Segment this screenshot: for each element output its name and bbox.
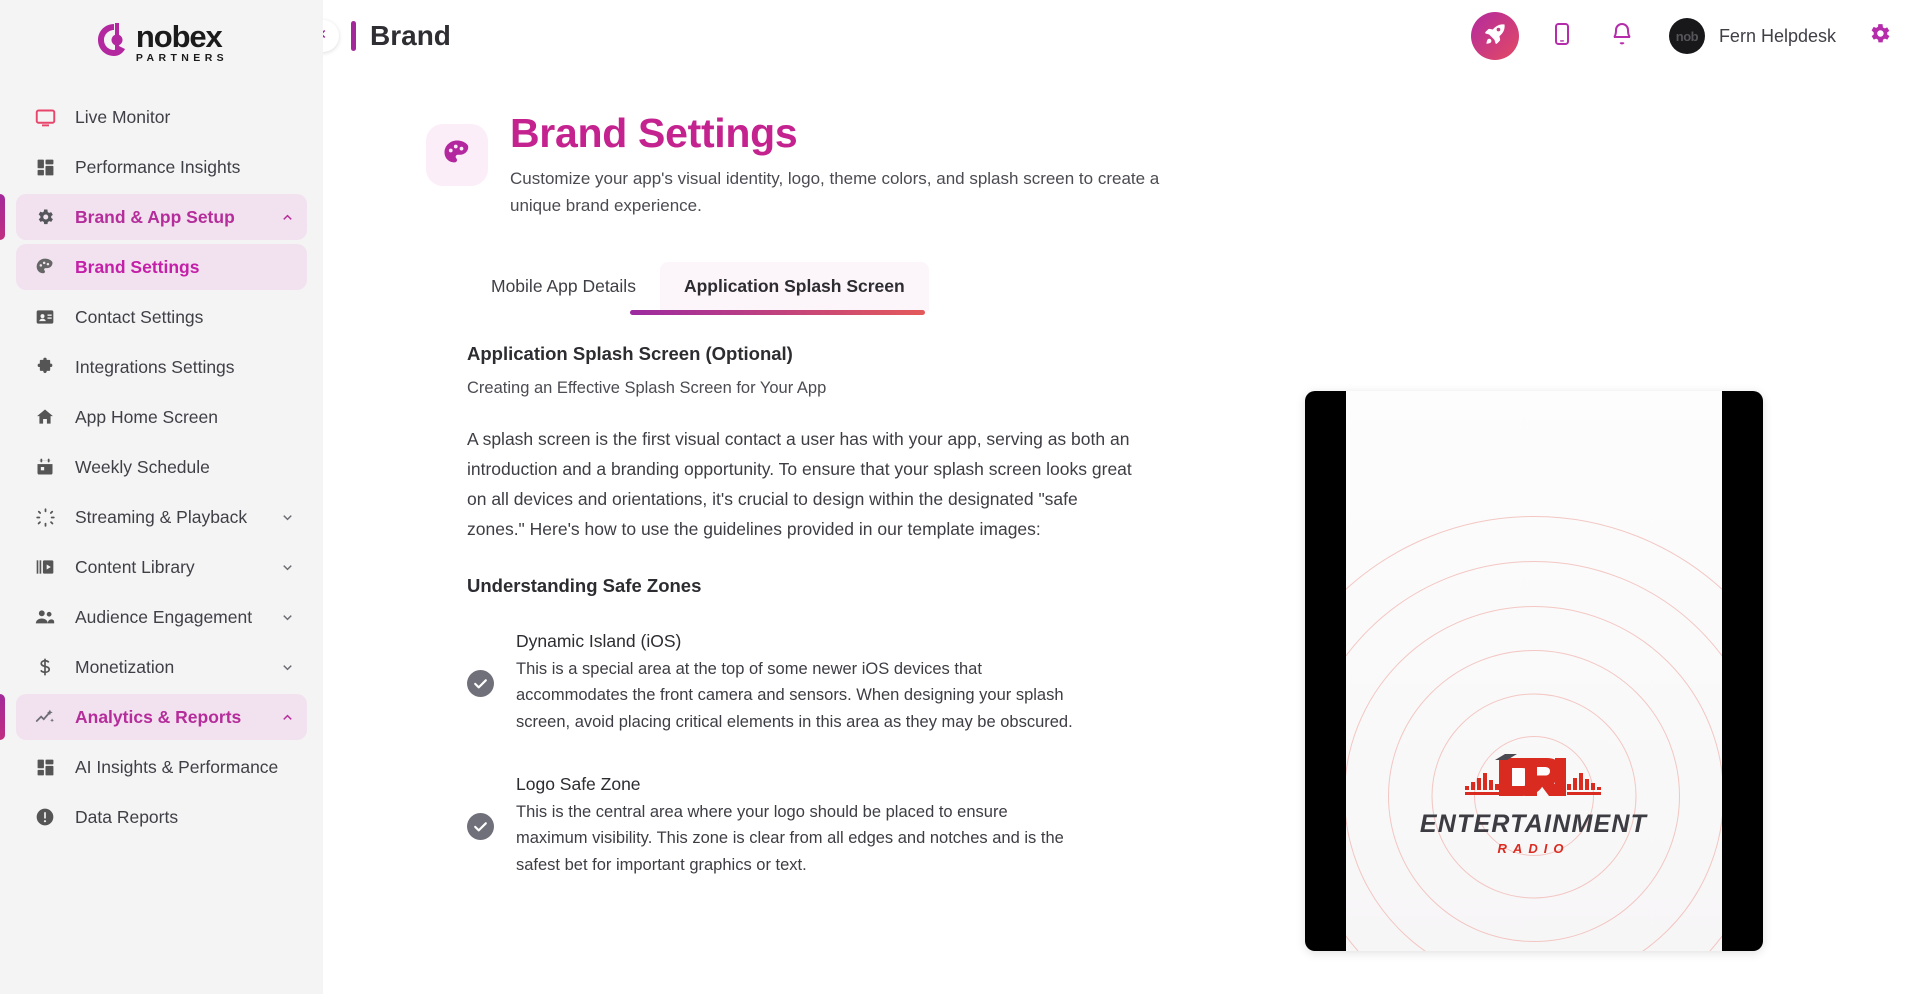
sidebar-label: Performance Insights (75, 156, 241, 177)
list-item (467, 631, 1147, 736)
avatar-text: nob (1675, 28, 1699, 44)
chevron-down-icon[interactable] (280, 510, 295, 525)
sidebar-item-audience-engagement[interactable] (16, 594, 307, 640)
notifications-button[interactable] (1605, 19, 1639, 53)
content-inner (323, 110, 1920, 951)
title-accent-bar (351, 21, 356, 51)
tab-mobile-app-details[interactable]: Mobile App Details (491, 275, 636, 296)
hero-text (510, 110, 1160, 220)
gear-icon (31, 205, 59, 229)
media-library-icon (31, 555, 59, 579)
sidebar-label: Content Library (75, 556, 195, 577)
section-subheading: Creating an Effective Splash Screen for Your App (467, 378, 827, 397)
splash-preview-column (1187, 343, 1880, 951)
sidebar-item-integrations-settings[interactable] (16, 344, 307, 390)
section-paragraph: A splash screen is the first visual contact a user has with your app, serving as both an introduction and a branding opportunity. To ensure that your splash screen looks great on all devices and orientations, it's crucial to design within the designated "safe zones." Here's how to use the guidelines provided in our template images: (467, 428, 1132, 540)
sidebar-label: Brand Settings (75, 256, 200, 277)
monitor-icon (31, 105, 59, 129)
sidebar-label: Live Monitor (75, 106, 171, 127)
user-menu[interactable] (1669, 18, 1836, 54)
list-item (467, 774, 1147, 879)
splash-text-column (467, 343, 1147, 951)
sidebar-item-performance-insights[interactable] (16, 144, 307, 190)
sidebar-label: Contact Settings (75, 306, 204, 327)
sidebar-item-content-library[interactable] (16, 544, 307, 590)
splash-logo (1409, 746, 1659, 856)
sidebar-label: Weekly Schedule (75, 456, 210, 477)
dashboard-icon (31, 155, 59, 179)
zone-title: Logo Safe Zone (516, 773, 641, 794)
check-circle-icon (467, 670, 494, 697)
sidebar-item-data-reports[interactable] (16, 794, 307, 840)
top-bar-actions (1471, 12, 1896, 60)
avatar (1669, 18, 1705, 54)
top-bar (323, 0, 1920, 72)
splash-name: ENTERTAINMENT (1419, 809, 1648, 838)
chevron-left-icon (323, 27, 330, 46)
safe-zones-heading: Understanding Safe Zones (467, 574, 702, 596)
sidebar-nav (0, 78, 323, 840)
sidebar-item-contact-settings[interactable] (16, 294, 307, 340)
sidebar-label: Audience Engagement (75, 606, 253, 627)
dashboard-icon (31, 755, 59, 779)
sidebar-item-streaming-playback[interactable] (16, 494, 307, 540)
dollar-icon (31, 655, 59, 679)
people-icon (31, 605, 59, 629)
broadcast-icon (31, 505, 59, 529)
zone-text (516, 774, 1076, 879)
tab-bar (467, 262, 1880, 311)
sidebar-label: AI Insights & Performance (75, 756, 279, 777)
sidebar-item-analytics-reports[interactable] (16, 694, 307, 740)
tab-application-splash-screen[interactable]: Application Splash Screen (660, 262, 929, 311)
sidebar-item-app-home-screen[interactable] (16, 394, 307, 440)
sidebar-item-brand-app-setup[interactable] (16, 194, 307, 240)
chevron-up-icon[interactable] (280, 710, 295, 725)
chevron-down-icon[interactable] (280, 610, 295, 625)
info-icon (31, 805, 59, 829)
page-subheading: Customize your app's visual identity, logo, theme colors, and splash screen to create a unique brand experience. (510, 169, 1160, 216)
user-name: Fern Helpdesk (1718, 25, 1836, 46)
page-hero (426, 110, 1880, 220)
tab-active-indicator (630, 310, 925, 315)
page-title: Brand (370, 20, 451, 51)
sidebar (0, 0, 323, 994)
check-circle-icon (467, 813, 494, 840)
sidebar-item-brand-settings[interactable] (16, 244, 307, 290)
gear-icon (1867, 21, 1892, 51)
section-heading: Application Splash Screen (Optional) (467, 342, 793, 364)
bell-icon (1610, 22, 1634, 51)
mobile-phone-icon (1550, 22, 1574, 51)
sidebar-label: Analytics & Reports (75, 706, 242, 727)
splash-screen-preview (1346, 391, 1722, 951)
settings-button[interactable] (1862, 19, 1896, 53)
sidebar-label: App Home Screen (75, 406, 218, 427)
launch-button[interactable] (1471, 12, 1519, 60)
mobile-preview-button[interactable] (1545, 19, 1579, 53)
app-logo[interactable] (0, 0, 323, 78)
puzzle-icon (31, 355, 59, 379)
palette-icon (31, 255, 59, 279)
nobex-logo-icon (95, 20, 133, 65)
sidebar-label: Data Reports (75, 806, 179, 827)
splash-tagline: RADIO (1497, 840, 1570, 856)
sidebar-label: Streaming & Playback (75, 506, 248, 527)
sidebar-item-monetization[interactable] (16, 644, 307, 690)
sidebar-item-live-monitor[interactable] (16, 94, 307, 140)
page-heading: Brand Settings (510, 110, 798, 156)
logo-subtitle: PARTNERS (135, 51, 229, 64)
chevron-up-icon[interactable] (280, 210, 295, 225)
sidebar-item-ai-insights-performance[interactable] (16, 744, 307, 790)
sidebar-item-weekly-schedule[interactable] (16, 444, 307, 490)
zone-description: This is a special area at the top of some newer iOS devices that accommodates the front camera and sensors. When designing your splash screen, avoid placing critical elements in this area as they may be obscured. (516, 659, 1073, 732)
rocket-icon (1482, 21, 1508, 52)
sidebar-label: Brand & App Setup (75, 206, 235, 227)
hero-palette-badge (426, 124, 488, 186)
home-icon (31, 405, 59, 429)
chevron-down-icon[interactable] (280, 660, 295, 675)
sidebar-label: Monetization (75, 656, 175, 677)
palette-icon (442, 138, 472, 173)
sidebar-label: Integrations Settings (75, 356, 235, 377)
content-area (323, 72, 1920, 994)
zone-description: This is the central area where your logo should be placed to ensure maximum visibility. This zone is clear from all edges and notches and is the safest bet for important graphics or text. (516, 802, 1064, 875)
phone-mockup (1305, 391, 1763, 951)
chevron-down-icon[interactable] (280, 560, 295, 575)
contact-card-icon (31, 305, 59, 329)
page-title-group (351, 20, 451, 52)
logo-name: nobex (135, 18, 222, 54)
zone-text (516, 631, 1076, 736)
main-area (323, 0, 1920, 994)
trend-sparkle-icon (31, 705, 59, 729)
calendar-icon (31, 455, 59, 479)
splash-section (467, 343, 1880, 951)
zone-title: Dynamic Island (iOS) (516, 630, 682, 651)
